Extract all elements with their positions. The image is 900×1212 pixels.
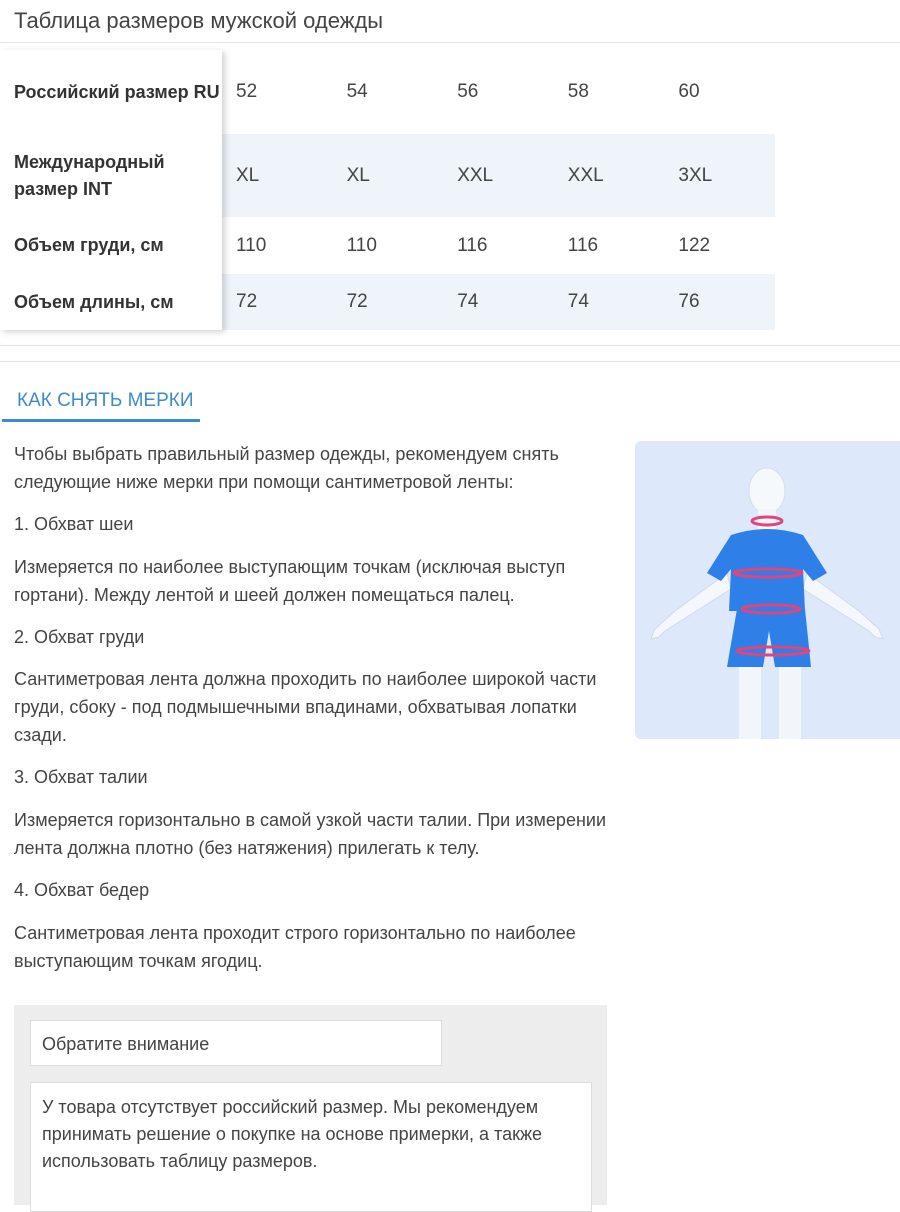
table-cell: 72 xyxy=(346,291,368,312)
title-divider xyxy=(0,42,900,43)
guide-heading-neck: 1. Обхват шеи xyxy=(14,514,134,534)
row-label-ru: Российский размер RU xyxy=(14,81,220,102)
guide-heading-waist: 3. Обхват талии xyxy=(14,767,148,787)
guide-heading-chest: 2. Обхват груди xyxy=(14,627,145,647)
guide-heading-hips: 4. Обхват бедер xyxy=(14,880,150,900)
measurement-figure-illustration xyxy=(635,441,900,739)
size-table xyxy=(0,50,775,330)
table-cell: 116 xyxy=(457,234,488,256)
table-cell: XXL xyxy=(567,164,604,186)
table-cell: 110 xyxy=(236,234,267,256)
row-label-chest: Объем груди, см xyxy=(14,235,164,255)
table-cell: XXL xyxy=(457,164,494,186)
table-cell: 122 xyxy=(678,234,711,256)
guide-text-neck: Измеряется по наиболее выступающим точкам (исключая выступ гортани). Между лентой и шеей должен помещаться палец. xyxy=(14,557,566,605)
table-cell: 76 xyxy=(678,291,700,312)
guide-text-waist: Измеряется горизонтально в самой узкой части талии. При измерении лента должна плотно (без натяжения) прилегать к телу. xyxy=(14,810,607,858)
guide-text-hips: Сантиметровая лента проходит строго горизонтально по наиболее выступающим точкам ягодиц. xyxy=(14,923,576,971)
table-row xyxy=(0,217,775,274)
table-cell: 116 xyxy=(567,234,599,256)
table-row xyxy=(0,134,775,217)
row-label-int: Международный размер INT xyxy=(0,134,222,217)
table-cell: 52 xyxy=(236,81,258,102)
table-cell: 3XL xyxy=(678,164,713,186)
table-cell: 74 xyxy=(457,291,479,312)
guide-text-chest: Сантиметровая лента должна проходить по наиболее широкой части груди, сбоку - под подмышечными впадинами, обхватывая лопатки сзади. xyxy=(14,669,597,745)
tab-how-to-measure[interactable]: КАК СНЯТЬ МЕРКИ xyxy=(2,386,200,422)
table-cell: 54 xyxy=(346,81,368,102)
table-cell: 74 xyxy=(567,291,589,312)
table-row xyxy=(0,50,775,134)
page-title: Таблица размеров мужской одежды xyxy=(14,8,384,33)
table-row xyxy=(0,274,775,330)
table-cell: XL xyxy=(236,164,260,186)
mannequin-icon xyxy=(635,441,900,739)
section-divider xyxy=(0,361,900,362)
notice-body: У товара отсутствует российский размер. Мы рекомендуем принимать решение о покупке на основе примерки, а также использовать таблицу размеров. xyxy=(30,1082,592,1212)
table-cell: 58 xyxy=(567,81,589,102)
table-cell: 110 xyxy=(346,234,377,256)
notice-title: Обратите внимание xyxy=(30,1020,442,1066)
table-cell: 72 xyxy=(236,291,258,312)
guide-intro: Чтобы выбрать правильный размер одежды, рекомендуем снять следующие ниже мерки при помощи сантиметровой ленты: xyxy=(14,444,559,492)
table-cell: XL xyxy=(346,164,370,186)
table-cell: 56 xyxy=(457,81,479,102)
table-cell: 60 xyxy=(678,81,700,102)
row-label-length: Объем длины, см xyxy=(0,274,222,330)
section-divider xyxy=(0,345,900,346)
